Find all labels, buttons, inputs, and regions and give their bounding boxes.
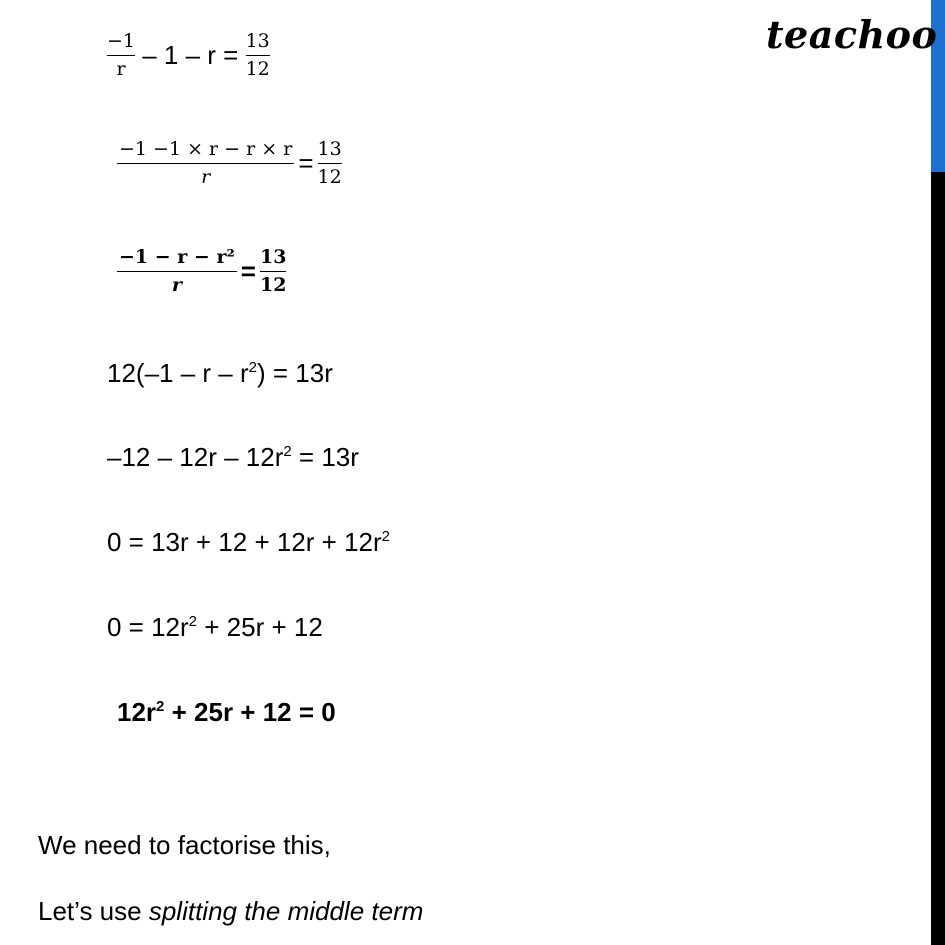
paragraph-method: Let’s use splitting the middle term [38,896,424,926]
final-equation: $12r^2 + 25r + 12 = 0$ [117,697,336,727]
teachoo-logo: teachoo [766,12,938,57]
fraction: $\frac{13}{12}$ [245,30,270,80]
fraction: $\frac{-1 -1 \times r - r \times r}{r}$ [119,138,293,188]
step-7: $0 = 12r^2 + 25r + 12$ [107,612,323,642]
step-2: $\frac{-1 -1 \times r - r \times r}{r}$ = $\frac{13}{12}$ [119,138,342,188]
step-5: $-12 - 12r - 12r^2 = 13r$ [107,442,359,472]
fraction: $\frac{13}{12}$ [259,246,287,296]
fraction: $\frac{-1}{r}$ [107,30,136,80]
fraction: $\frac{\text{−1 − r − r²}}{r}$ [119,246,235,296]
right-sidebar-bar [931,0,945,945]
paragraph-factorise: We need to factorise this, [38,830,331,860]
fraction: $\frac{13}{12}$ [317,138,342,188]
step-1: $\frac{-1}{r}$ – 1 – r = $\frac{13}{12}$ [107,30,270,80]
step-4: $12(-1 - r - r^2) = 13r$ [107,358,333,388]
step-6: $0 = 13r + 12 + 12r + 12r^2$ [107,527,390,557]
step-3: $\frac{\text{−1 − r − r²}}{r}$ = $\frac{13}{12}$ [119,246,287,296]
